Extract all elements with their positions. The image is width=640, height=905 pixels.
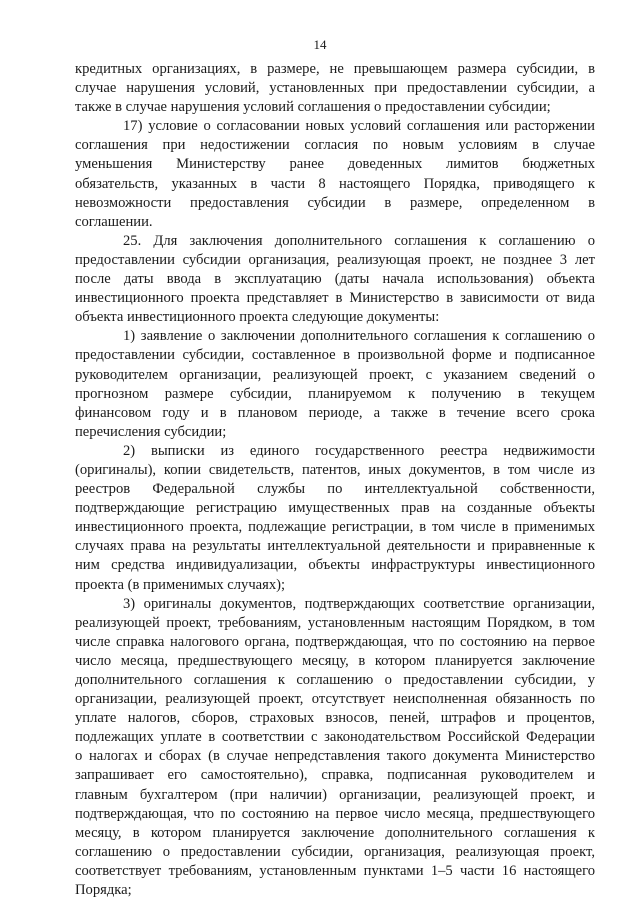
text-line: уплате налогов, сборов, страховых взносов, пеней, штрафов и процентов, — [75, 710, 595, 727]
text-line: главным бухгалтером (при наличии) организации, реализующей проект, и — [75, 786, 595, 803]
text-line: предоставлении субсидии, составленное в произвольной форме и подписанное — [75, 347, 595, 364]
text-line: (оригиналы), копии свидетельств, патентов, иных документов, в том числе из — [75, 461, 595, 478]
text-line: объекта инвестиционного проекта следующие документы: — [75, 309, 440, 326]
text-line: соглашения при недостижении согласия по новым условиям в случае — [75, 137, 595, 154]
text-line: после даты ввода в эксплуатацию (даты начала использования) объекта — [75, 271, 595, 288]
text-line: кредитных организациях, в размере, не превышающем размера субсидии, в — [75, 61, 595, 77]
text-line: реестров Федеральной службы по интеллектуальной собственности, — [75, 481, 595, 498]
text-line: 1) заявление о заключении дополнительного соглашения к соглашению о — [123, 328, 595, 345]
text-line: 2) выписки из единого государственного реестра недвижимости — [123, 442, 595, 459]
text-line: ним средства индивидуализации, объекты инфраструктуры инвестиционного — [75, 557, 595, 574]
text-line: перечисления субсидии; — [75, 423, 227, 440]
text-line: случаях права на результаты интеллектуальной деятельности и приравненные к — [75, 538, 595, 555]
text-line: предоставлении субсидии организация, реализующая проект, не позднее 3 лет — [75, 251, 595, 268]
page-number: 14 — [313, 37, 327, 52]
text-line: 25. Для заключения дополнительного соглашения к соглашению о — [123, 232, 595, 249]
text-line: подтверждающие регистрацию имущественных прав на созданные объекты — [75, 500, 595, 517]
text-line: о налогах и сборах (в случае непредставления такого документа Министерство — [75, 748, 595, 765]
text-line: организации, реализующей проект, отсутствует неисполненная обязанность по — [75, 691, 595, 708]
text-line: уменьшения Министерству ранее доведенных лимитов бюджетных — [75, 156, 595, 173]
text-line: соответствует требованиям, установленным пунктами 1–5 части 16 настоящего — [75, 862, 595, 879]
text-line: реализующей проект, требованиям, установленным настоящим Порядком, в том — [75, 614, 595, 631]
text-line: невозможности предоставления субсидии в размере, определенном в — [75, 194, 595, 211]
text-line: инвестиционного проекта, подлежащие регистрации, в том числе в применимых — [75, 519, 595, 536]
text-line: Порядка; — [75, 882, 132, 899]
text-line: случае нарушения условий, установленных при предоставлении субсидии, а — [75, 80, 595, 97]
text-line: инвестиционного проекта представляет в Министерство в зависимости от вида — [75, 290, 595, 307]
text-line: дополнительного соглашения к соглашению о предоставлении субсидии, у — [75, 672, 595, 688]
text-line: руководителем организации, реализующей проект, с указанием сведений о — [75, 366, 595, 383]
text-line: прогнозном размере субсидии, планируемом к получению в текущем — [75, 385, 595, 402]
text-line: проекта (в применимых случаях); — [75, 576, 286, 593]
text-line: месяцу, в котором планируется заключение дополнительного соглашения к — [75, 824, 595, 841]
text-line: обязательств, указанных в части 8 настоящего Порядка, приводящего к — [75, 175, 595, 192]
text-line: соглашении. — [75, 213, 153, 230]
text-line: подлежащих уплате в соответствии с законодательством Российской Федерации — [75, 729, 595, 746]
text-line: соглашению о предоставлении субсидии, организация, реализующая проект, — [75, 843, 595, 860]
text-line: также в случае нарушения условий соглашения о предоставлении субсидии; — [75, 99, 551, 116]
text-line: финансовом году и в плановом периоде, а также в течение всего срока — [75, 404, 595, 421]
document-body — [75, 60, 595, 900]
text-line: число месяца, предшествующего месяцу, в котором планируется заключение — [75, 652, 595, 669]
text-line: запрашивает его самостоятельно), справка, подписанная руководителем и — [75, 767, 595, 784]
text-line: 3) оригиналы документов, подтверждающих соответствие организации, — [123, 595, 595, 612]
text-line: подтверждающая, что по состоянию на первое число месяца, предшествующего — [75, 805, 595, 822]
text-line: числе справка налогового органа, подтверждающая, что по состоянию на первое — [75, 633, 595, 650]
text-line: 17) условие о согласовании новых условий соглашения или расторжении — [123, 118, 595, 135]
